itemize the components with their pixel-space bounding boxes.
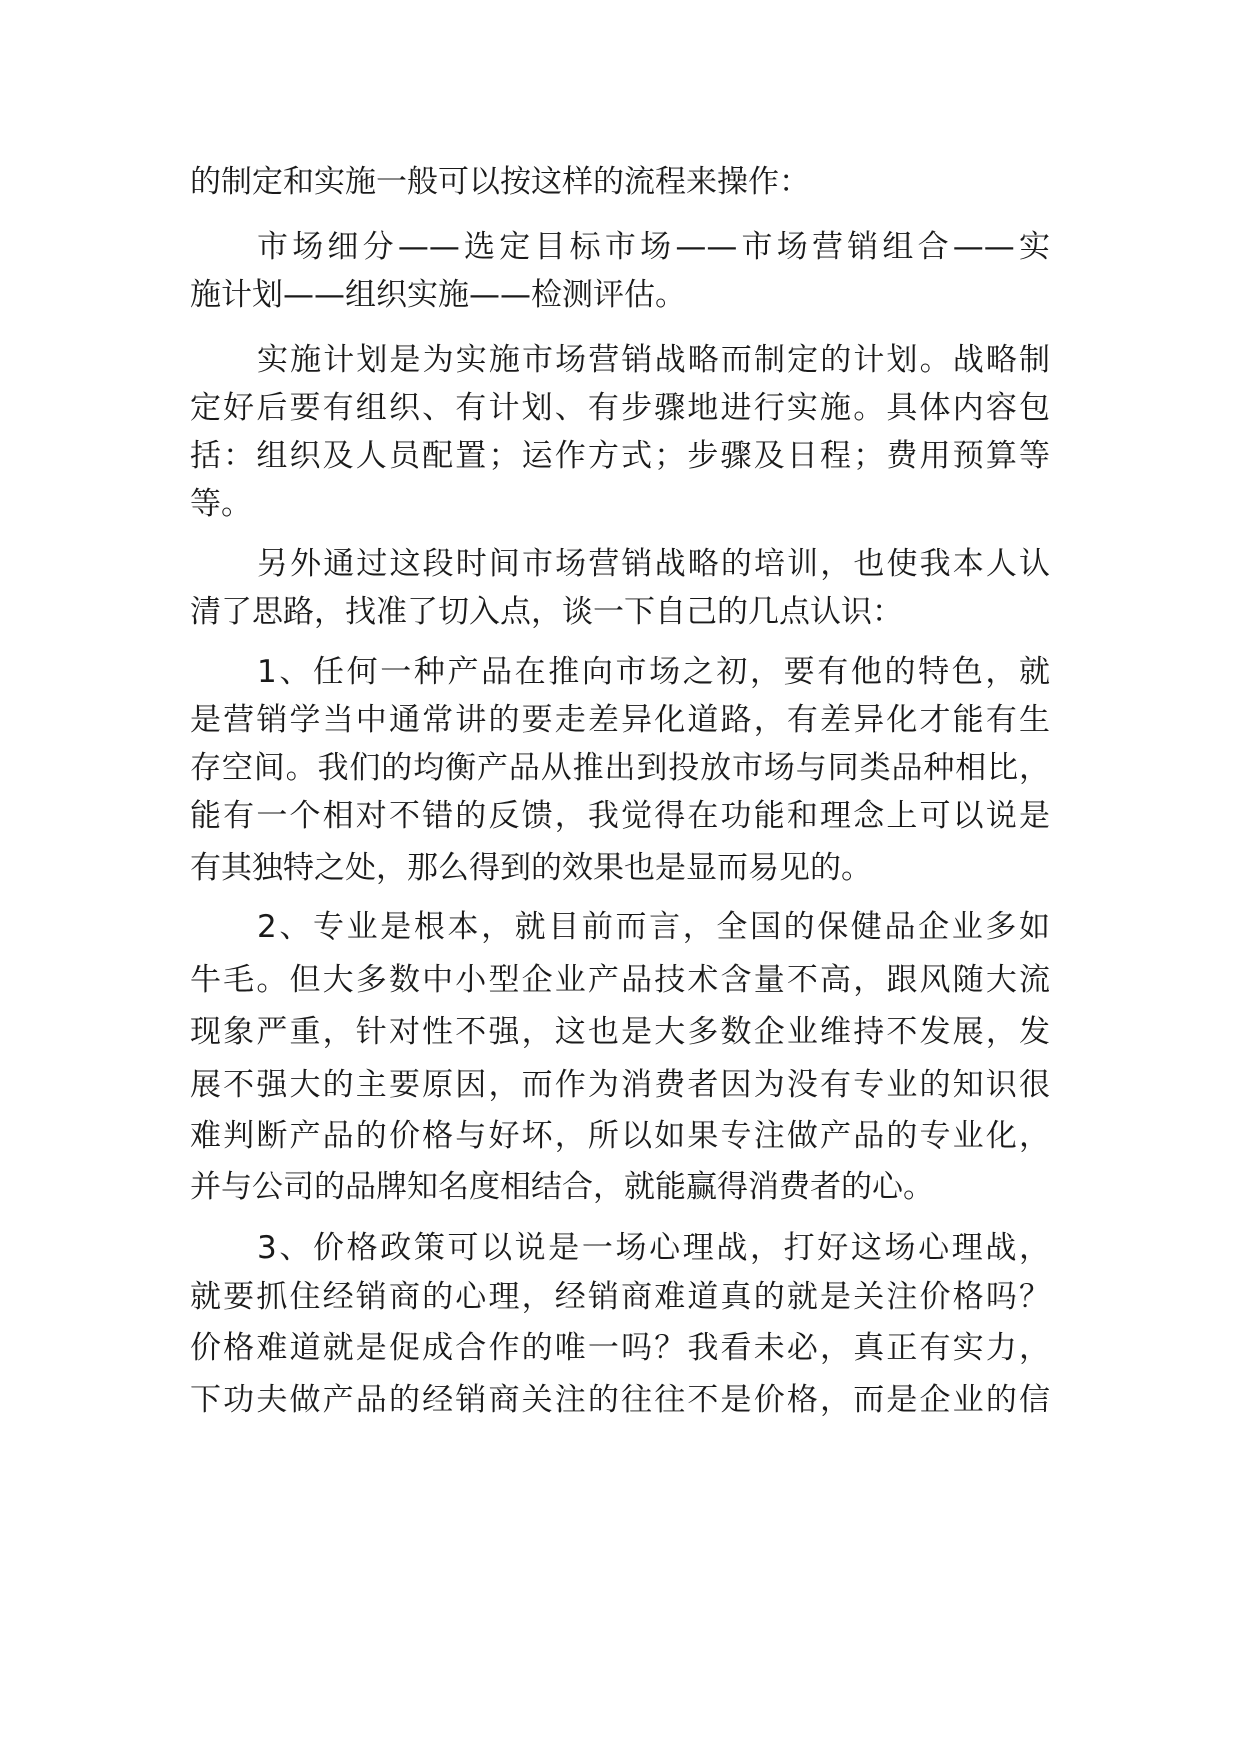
text-line: 难判断产品的价格与好坏，所以如果专注做产品的专业化， <box>190 1118 1050 1154</box>
text-line: 施计划——组织实施——检测评估。 <box>190 277 686 313</box>
text-line: 价格难道就是促成合作的唯一吗？我看未必，真正有实力， <box>190 1330 1050 1366</box>
text-line: 等。 <box>190 486 252 522</box>
text-line: 括：组织及人员配置；运作方式；步骤及日程；费用预算等 <box>190 438 1050 474</box>
text-line: 并与公司的品牌知名度相结合，就能赢得消费者的心。 <box>190 1169 934 1205</box>
text-line: 1、任何一种产品在推向市场之初，要有他的特色，就 <box>257 654 1050 690</box>
text-line: 实施计划是为实施市场营销战略而制定的计划。战略制 <box>257 342 1050 378</box>
text-line: 清了思路，找准了切入点，谈一下自己的几点认识： <box>190 594 903 630</box>
text-line: 定好后要有组织、有计划、有步骤地进行实施。具体内容包 <box>190 390 1050 426</box>
text-line: 另外通过这段时间市场营销战略的培训，也使我本人认 <box>257 546 1050 582</box>
text-line: 市场细分——选定目标市场——市场营销组合——实 <box>257 229 1050 265</box>
text-line: 牛毛。但大多数中小型企业产品技术含量不高，跟风随大流 <box>190 962 1050 998</box>
text-line: 2、专业是根本，就目前而言，全国的保健品企业多如 <box>257 909 1050 945</box>
text-line: 能有一个相对不错的反馈，我觉得在功能和理念上可以说是 <box>190 798 1050 834</box>
text-line: 展不强大的主要原因，而作为消费者因为没有专业的知识很 <box>190 1067 1050 1103</box>
text-line: 是营销学当中通常讲的要走差异化道路，有差异化才能有生 <box>190 702 1050 738</box>
text-line: 就要抓住经销商的心理，经销商难道真的就是关注价格吗？ <box>190 1279 1050 1315</box>
text-line: 3、价格政策可以说是一场心理战，打好这场心理战， <box>257 1230 1050 1266</box>
text-line: 下功夫做产品的经销商关注的往往不是价格，而是企业的信 <box>190 1382 1050 1418</box>
text-line: 的制定和实施一般可以按这样的流程来操作： <box>190 164 810 200</box>
text-line: 有其独特之处，那么得到的效果也是显而易见的。 <box>190 850 872 886</box>
text-line: 现象严重，针对性不强，这也是大多数企业维持不发展，发 <box>190 1014 1050 1050</box>
text-line: 存空间。我们的均衡产品从推出到投放市场与同类品种相比， <box>190 750 1050 786</box>
